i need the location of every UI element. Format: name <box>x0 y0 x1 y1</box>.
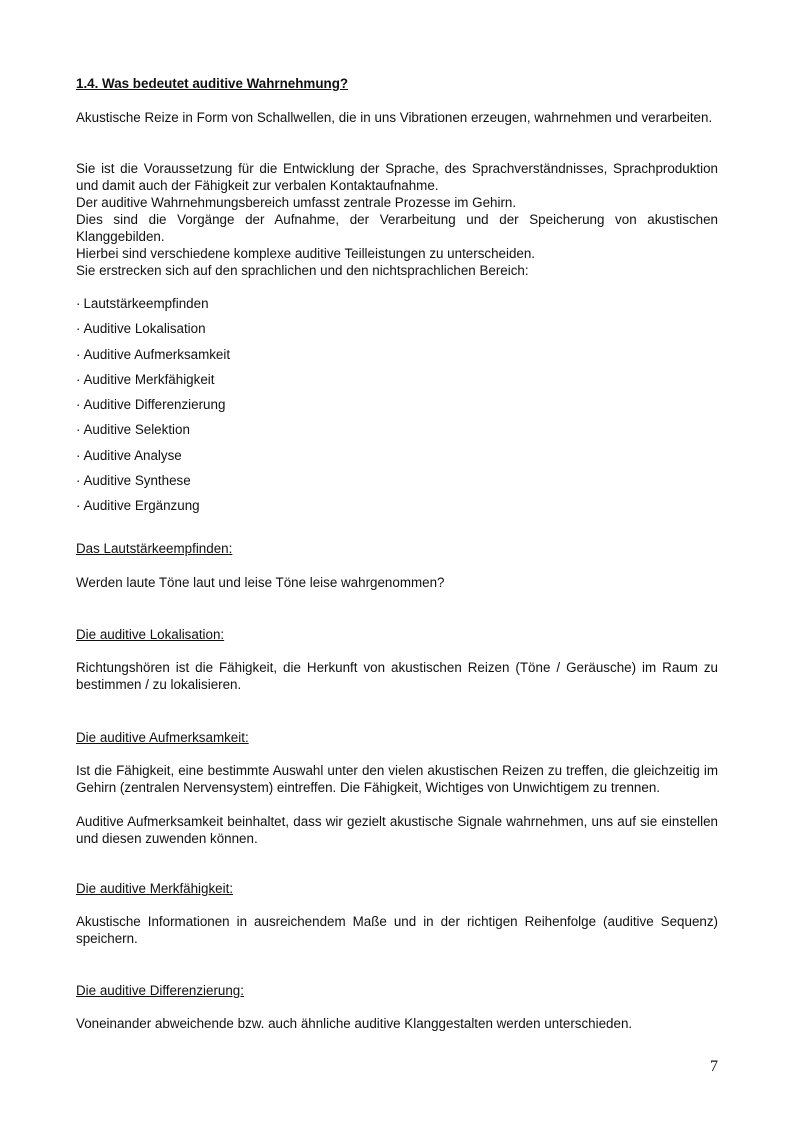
bullet-icon: · <box>76 347 81 362</box>
section-text: Akustische Informationen in ausreichendem Maße und in der richtigen Reihenfolge (auditive Sequenz) speichern. <box>76 914 718 946</box>
paragraph-line: Hierbei sind verschiedene komplexe auditive Teilleistungen zu unterscheiden. <box>76 246 536 261</box>
bullet-icon: · <box>76 473 81 488</box>
subheading-attention: Die auditive Aufmerksamkeit: <box>76 730 249 745</box>
paragraph-prerequisites <box>76 160 718 279</box>
subheading-loudness: Das Lautstärkeempfinden: <box>76 541 233 556</box>
list-item: · Auditive Aufmerksamkeit <box>76 347 231 362</box>
list-item: · Lautstärkeempfinden <box>76 296 209 311</box>
list-item: · Auditive Lokalisation <box>76 321 206 336</box>
paragraph-line: Sie erstrecken sich auf den sprachlichen und den nichtsprachlichen Bereich: <box>76 263 529 278</box>
subheading-localisation: Die auditive Lokalisation: <box>76 627 225 642</box>
subheading-memory: Die auditive Merkfähigkeit: <box>76 881 234 896</box>
paragraph-line: Der auditive Wahrnehmungsbereich umfasst zentrale Prozesse im Gehirn. <box>76 195 517 210</box>
section-text: Auditive Aufmerksamkeit beinhaltet, dass wir gezielt akustische Signale wahrnehmen, uns auf sie einstellen und diesen zuwenden können. <box>76 814 718 846</box>
list-item: · Auditive Ergänzung <box>76 498 200 513</box>
paragraph-line: Dies sind die Vorgänge der Aufnahme, der Verarbeitung und der Speicherung von akustischen Klanggebilden. <box>76 212 718 244</box>
bullet-icon: · <box>76 321 81 336</box>
bullet-icon: · <box>76 498 81 513</box>
bullet-icon: · <box>76 422 81 437</box>
list-item: · Auditive Differenzierung <box>76 397 226 412</box>
subheading-differentiation: Die auditive Differenzierung: <box>76 983 244 998</box>
list-item: · Auditive Analyse <box>76 448 182 463</box>
list-item: · Auditive Synthese <box>76 473 191 488</box>
bullet-icon: · <box>76 296 81 311</box>
list-item: · Auditive Selektion <box>76 422 190 437</box>
bullet-icon: · <box>76 397 81 412</box>
section-text: Voneinander abweichende bzw. auch ähnliche auditive Klanggestalten werden unterschieden. <box>76 1016 633 1031</box>
bullet-icon: · <box>76 372 81 387</box>
page-number: 7 <box>710 1058 718 1075</box>
section-text: Werden laute Töne laut und leise Töne leise wahrgenommen? <box>76 575 445 590</box>
section-text: Ist die Fähigkeit, eine bestimmte Auswahl unter den vielen akustischen Reizen zu treffen, die gleichzeitig im Gehirn (zentralen Nervensystem) eintreffen. Die Fähigkeit, Wichtiges von Unwichtigem zu trennen. <box>76 763 718 795</box>
bullet-icon: · <box>76 448 81 463</box>
section-title: 1.4. Was bedeutet auditive Wahrnehmung? <box>76 76 349 91</box>
paragraph-line: Sie ist die Voraussetzung für die Entwicklung der Sprache, des Sprachverständnisses, Sprachproduktion und damit auch der Fähigkeit zur verbalen Kontaktaufnahme. <box>76 161 718 193</box>
list-item: · Auditive Merkfähigkeit <box>76 372 215 387</box>
intro-paragraph: Akustische Reize in Form von Schallwellen, die in uns Vibrationen erzeugen, wahrnehmen und verarbeiten. <box>76 110 713 125</box>
section-text: Richtungshören ist die Fähigkeit, die Herkunft von akustischen Reizen (Töne / Geräusche) im Raum zu bestimmen / zu lokalisieren. <box>76 660 718 692</box>
